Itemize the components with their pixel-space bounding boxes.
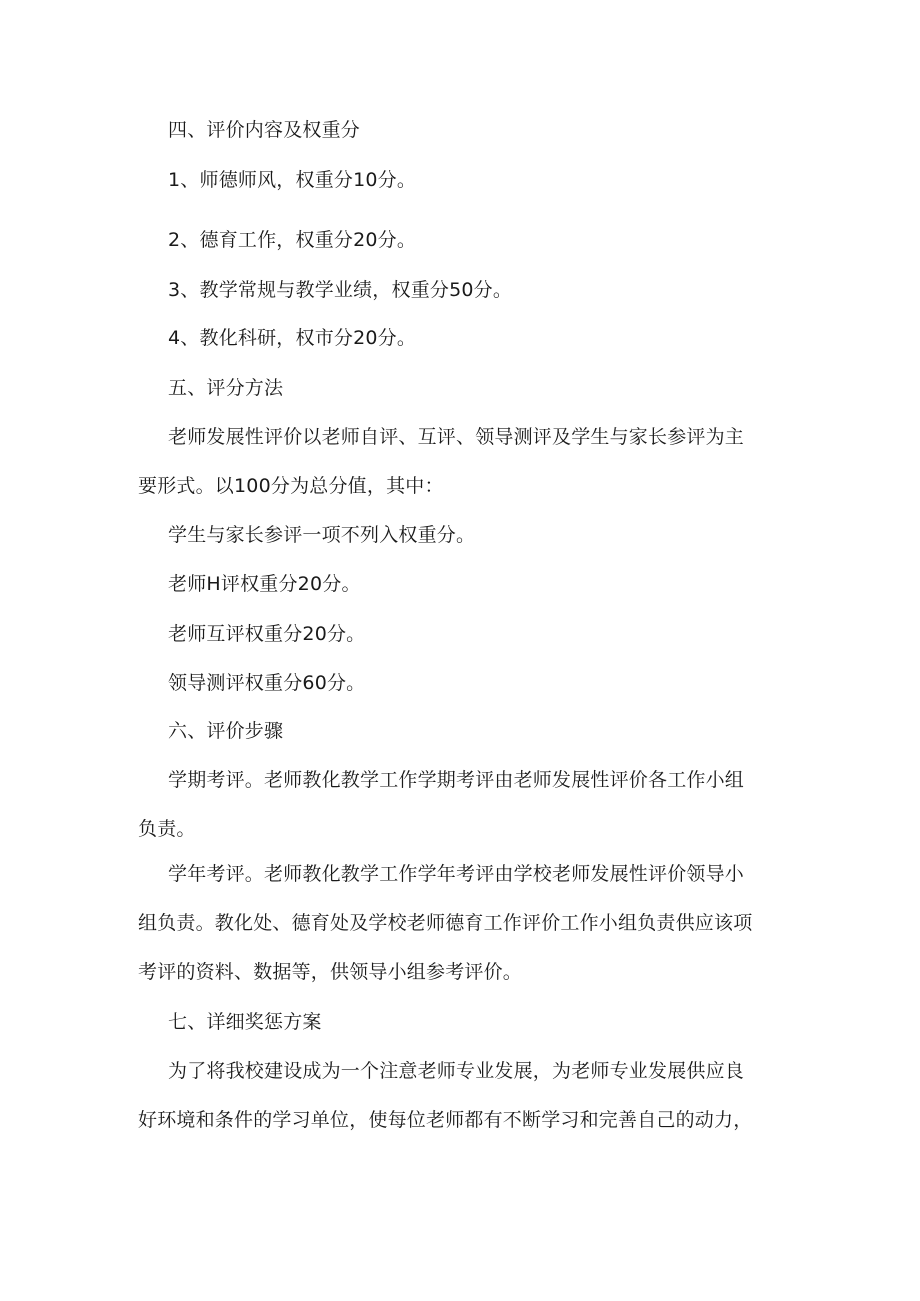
paragraph-line: 学年考评。老师教化教学工作学年考评由学校老师发展性评价领导小 <box>168 863 745 885</box>
list-item-3: 3、教学常规与教学业绩，权重分50分。 <box>168 279 513 301</box>
list-item-4: 4、教化科研，权市分20分。 <box>168 327 417 349</box>
paragraph-line: 领导测评权重分60分。 <box>168 672 366 694</box>
paragraph-line: 老师互评权重分20分。 <box>168 623 366 645</box>
paragraph-line: 负责。 <box>138 818 196 840</box>
list-item-1: 1、师德师风，权重分10分。 <box>168 169 417 191</box>
paragraph-line: 好环境和条件的学习单位，使每位老师都有不断学习和完善自己的动力， <box>138 1109 753 1131</box>
paragraph-line: 考评的资料、数据等，供领导小组参考评价。 <box>138 961 523 983</box>
paragraph-line: 学期考评。老师教化教学工作学期考评由老师发展性评价各工作小组 <box>168 769 745 791</box>
list-item-2: 2、德育工作，权重分20分。 <box>168 229 417 251</box>
paragraph-line: 老师H评权重分20分。 <box>168 573 361 595</box>
section-heading-6: 六、评价步骤 <box>168 720 284 742</box>
section-heading-4: 四、评价内容及权重分 <box>168 119 361 141</box>
paragraph-line: 学生与家长参评一项不列入权重分。 <box>168 524 476 546</box>
paragraph-line: 要形式。以100分为总分值，其中： <box>138 475 444 497</box>
paragraph-line: 为了将我校建设成为一个注意老师专业发展，为老师专业发展供应良 <box>168 1060 745 1082</box>
section-heading-5: 五、评分方法 <box>168 377 284 399</box>
section-heading-7: 七、详细奖惩方案 <box>168 1011 322 1033</box>
paragraph-line: 老师发展性评价以老师自评、互评、领导测评及学生与家长参评为主 <box>168 426 745 448</box>
paragraph-line: 组负责。教化处、德育处及学校老师德育工作评价工作小组负责供应该项 <box>138 912 753 934</box>
